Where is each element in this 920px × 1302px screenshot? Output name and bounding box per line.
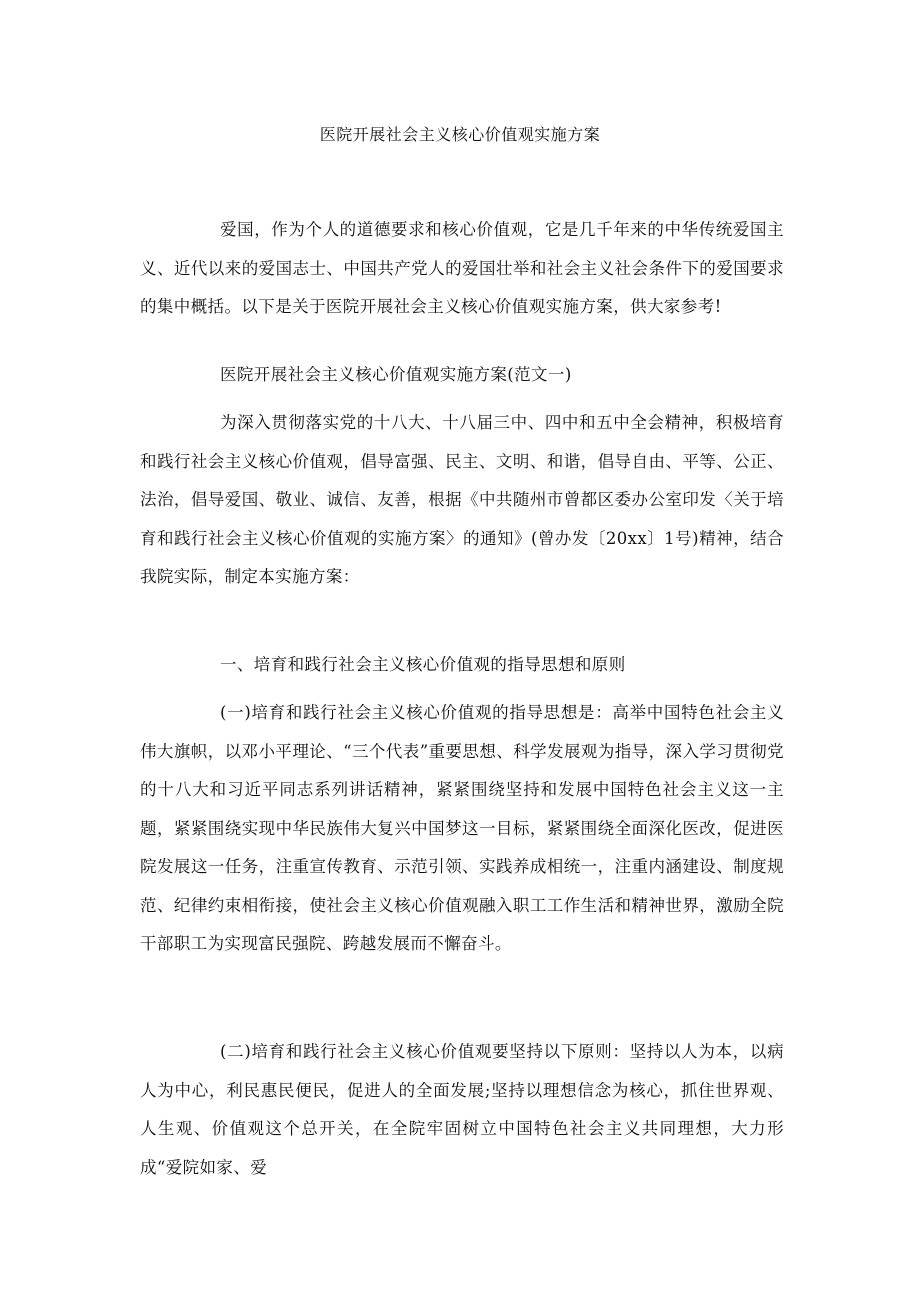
guiding-thought-paragraph: (一)培育和践行社会主义核心价值观的指导思想是：高举中国特色社会主义伟大旗帜，以邓小平理论、“三个代表”重要思想、科学发展观为指导，深入学习贯彻党的十八大和习近平同志系列讲话精神，紧紧围绕坚持和发展中国特色社会主义这一主题，紧紧围绕实现中华民族伟大复兴中国梦这一目标，紧紧围绕全面深化医改，促进医院发展这一任务，注重宣传教育、示范引领、实践养成相统一，注重内涵建设、制度规范、纪律约束相衔接，使社会主义核心价值观融入职工工作生活和精神世界，激励全院干部职工为实现富民强院、跨越发展而不懈奋斗。	[140, 703, 784, 953]
purpose-paragraph: 为深入贯彻落实党的十八大、十八届三中、四中和五中全会精神，积极培育和践行社会主义核心价值观，倡导富强、民主、文明、和谐，倡导自由、平等、公正、法治，倡导爱国、敬业、诚信、友善，根据《中共随州市曾都区委办公室印发〈关于培育和践行社会主义核心价值观的实施方案〉的通知》(曾办发〔20xx〕1号)精神，结合我院实际，制定本实施方案：	[140, 413, 784, 586]
document-title: 医院开展社会主义核心价值观实施方案	[319, 125, 601, 144]
intro-paragraph: 爱国，作为个人的道德要求和核心价值观，它是几千年来的中华传统爱国主义、近代以来的爱国志士、中国共产党人的爱国壮举和社会主义社会条件下的爱国要求的集中概括。以下是关于医院开展社会主义核心价值观实施方案，供大家参考!	[140, 220, 784, 316]
principles-paragraph: (二)培育和践行社会主义核心价值观要坚持以下原则：坚持以人为本，以病人为中心，利民惠民便民，促进人的全面发展;坚持以理想信念为核心，抓住世界观、人生观、价值观这个总开关，在全院牢固树立中国特色社会主义共同理想，大力形成“爱院如家、爱	[140, 1042, 784, 1177]
section-1-heading: 一、培育和践行社会主义核心价值观的指导思想和原则	[220, 655, 626, 674]
sample-title: 医院开展社会主义核心价值观实施方案(范文一)	[220, 365, 572, 384]
